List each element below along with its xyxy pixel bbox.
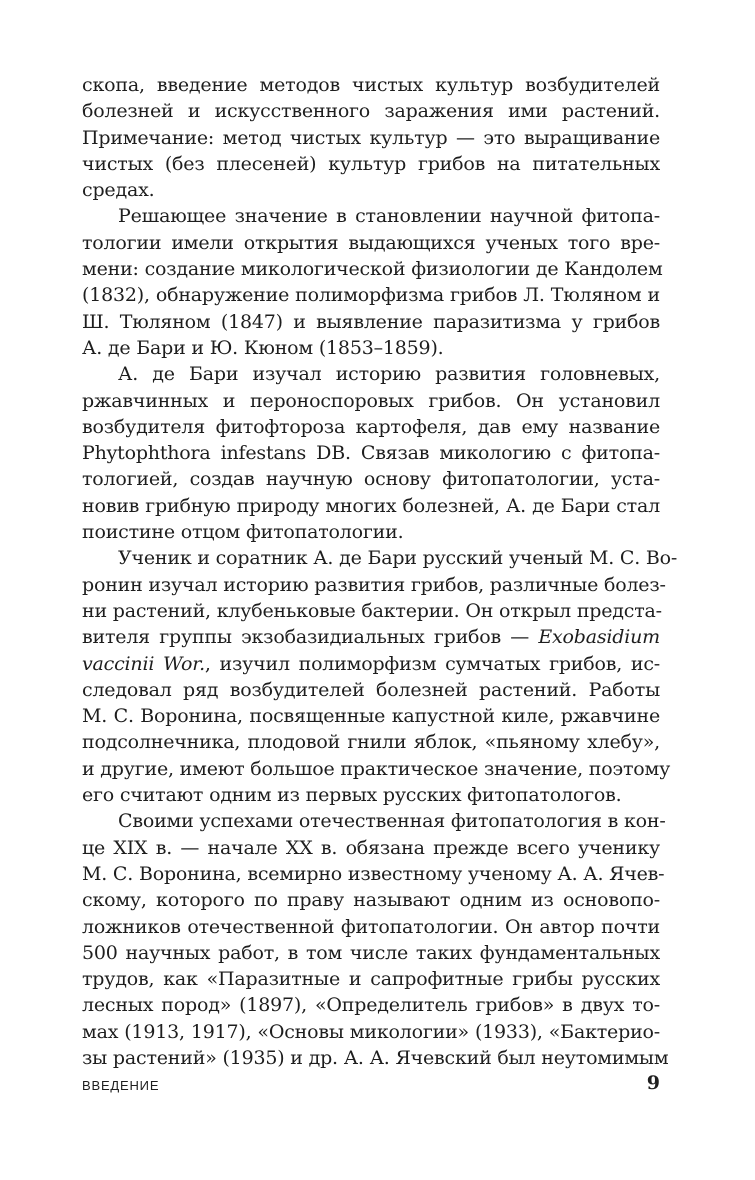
text-line: 500 научных работ, в том числе таких фундаментальных bbox=[82, 941, 660, 964]
text-segment: вителя группы экзобазидиальных грибов — bbox=[82, 626, 539, 649]
text-line: подсолнечника, плодовой гнили яблок, «пьяному хлебу», bbox=[82, 731, 660, 754]
text-line: тологии имели открытия выдающихся ученых того вре- bbox=[82, 231, 660, 254]
text-line: М. С. Воронина, всемирно известному ученому А. А. Ячев- bbox=[82, 862, 665, 885]
paragraph bbox=[82, 808, 669, 1071]
text-line: тологией, создав научную основу фитопатологии, уста- bbox=[82, 468, 660, 491]
page-number: 9 bbox=[646, 1072, 660, 1094]
paragraph bbox=[82, 203, 663, 361]
text-line: скому, которого по праву называют одним из основопо- bbox=[82, 889, 660, 912]
text-line: мени: создание микологической физиологии де Кандолем bbox=[82, 258, 663, 281]
text-line: средах. bbox=[82, 179, 155, 202]
text-line: ржавчинных и пероноспоровых грибов. Он установил bbox=[82, 389, 660, 412]
text-line: скопа, введение методов чистых культур возбудителей bbox=[82, 74, 660, 96]
text-line: Решающее значение в становлении научной фитопа- bbox=[118, 205, 660, 228]
text-line: трудов, как «Паразитные и сапрофитные грибы русских bbox=[82, 968, 660, 991]
text-line: зы растений» (1935) и др. А. А. Ячевский был неутомимым bbox=[82, 1046, 669, 1069]
text-line: ни растений, клубеньковые бактерии. Он открыл предста- bbox=[82, 599, 662, 622]
text-line: це XIX в. — начале XX в. обязана прежде всего ученику bbox=[82, 836, 660, 859]
text-line: А. де Бари и Ю. Кюном (1853–1859). bbox=[82, 336, 444, 359]
text-line: (1832), обнаружение полиморфизма грибов Л. Тюляном и bbox=[82, 284, 660, 307]
text-line bbox=[82, 624, 660, 650]
paragraph bbox=[82, 72, 660, 203]
text-line: поистине отцом фитопатологии. bbox=[82, 521, 404, 544]
text-line: А. де Бари изучал историю развития головневых, bbox=[118, 363, 660, 386]
text-line: Своими успехами отечественная фитопатология в кон- bbox=[118, 810, 666, 833]
running-footer-section-title: ВВЕДЕНИЕ bbox=[82, 1078, 160, 1093]
text-line: Примечание: метод чистых культур — это выращивание bbox=[82, 126, 660, 149]
text-line: Ученик и соратник А. де Бари русский ученый М. С. Во- bbox=[118, 547, 678, 570]
text-line: возбудителя фитофтороза картофеля, дав ему название bbox=[82, 415, 660, 438]
text-line bbox=[82, 651, 660, 677]
species-name-italic: vaccinii Wor. bbox=[82, 652, 205, 675]
text-line: ронин изучал историю развития грибов, различные болез- bbox=[82, 573, 666, 596]
paragraph bbox=[82, 545, 678, 808]
page-body bbox=[82, 72, 678, 1071]
text-line: ложников отечественной фитопатологии. Он автор почти bbox=[82, 915, 660, 938]
text-segment: , изучил полиморфизм сумчатых грибов, ис- bbox=[204, 652, 660, 675]
text-line: мах (1913, 1917), «Основы микологии» (1933), «Бактерио- bbox=[82, 1020, 660, 1043]
text-line: его считают одним из первых русских фитопатологов. bbox=[82, 784, 622, 807]
text-line: и другие, имеют большое практическое значение, поэтому bbox=[82, 757, 671, 780]
text-line: следовал ряд возбудителей болезней растений. Работы bbox=[82, 678, 660, 701]
text-line: лесных пород» (1897), «Определитель грибов» в двух то- bbox=[82, 994, 660, 1017]
text-line: Phytophthora infestans DB. Связав микологию с фитопа- bbox=[82, 442, 660, 465]
paragraph bbox=[82, 361, 660, 545]
species-name-italic: Exobasidium bbox=[538, 626, 660, 649]
text-line: болезней и искусственного заражения ими растений. bbox=[82, 100, 660, 123]
text-line: новив грибную природу многих болезней, А. де Бари стал bbox=[82, 494, 660, 517]
text-line: чистых (без плесеней) культур грибов на питательных bbox=[82, 152, 660, 175]
text-line: Ш. Тюляном (1847) и выявление паразитизма у грибов bbox=[82, 310, 660, 333]
text-line: М. С. Воронина, посвященные капустной киле, ржавчине bbox=[82, 705, 660, 728]
